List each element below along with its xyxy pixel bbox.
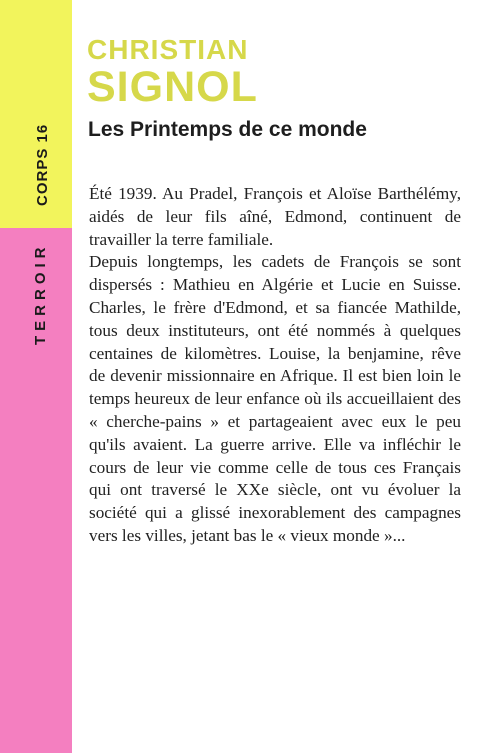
blurb-paragraph: Depuis longtemps, les cadets de François se sont dispersés : Mathieu en Algérie et Lucie en Suisse. Charles, le frère d'Edmond, et sa fiancée Mathilde, tous deux instituteurs, ont été nommés à quelques centaines de kilomètres. Louise, la benjamine, rêve de devenir missionnaire en Afrique. Il est bien loin le temps heureux de leur enfance où ils accueillaient des « cherche-pains » et partageaient avec eux le peu qu'ils avaient. La guerre arrive. Elle va infléchir le cours de leur vie comme celle de tous ces Français qui ont traversé le XXe siècle, ont vu évoluer la société qui a glissé inexorablement des campagnes vers les villes, jetant bas le « vieux monde »... — [89, 252, 461, 545]
author-first-name: CHRISTIAN — [87, 34, 249, 65]
back-cover-blurb — [89, 183, 461, 548]
series-label: CORPS 16 — [34, 123, 51, 206]
blurb-paragraph: Été 1939. Au Pradel, François et Aloïse Barthélémy, aidés de leur fils aîné, Edmond, continuent de travailler la terre familiale. — [89, 184, 461, 249]
collection-label: TERROIR — [32, 242, 49, 345]
author-last-name: SIGNOL — [87, 63, 258, 111]
book-title: Les Printemps de ce monde — [88, 118, 367, 141]
